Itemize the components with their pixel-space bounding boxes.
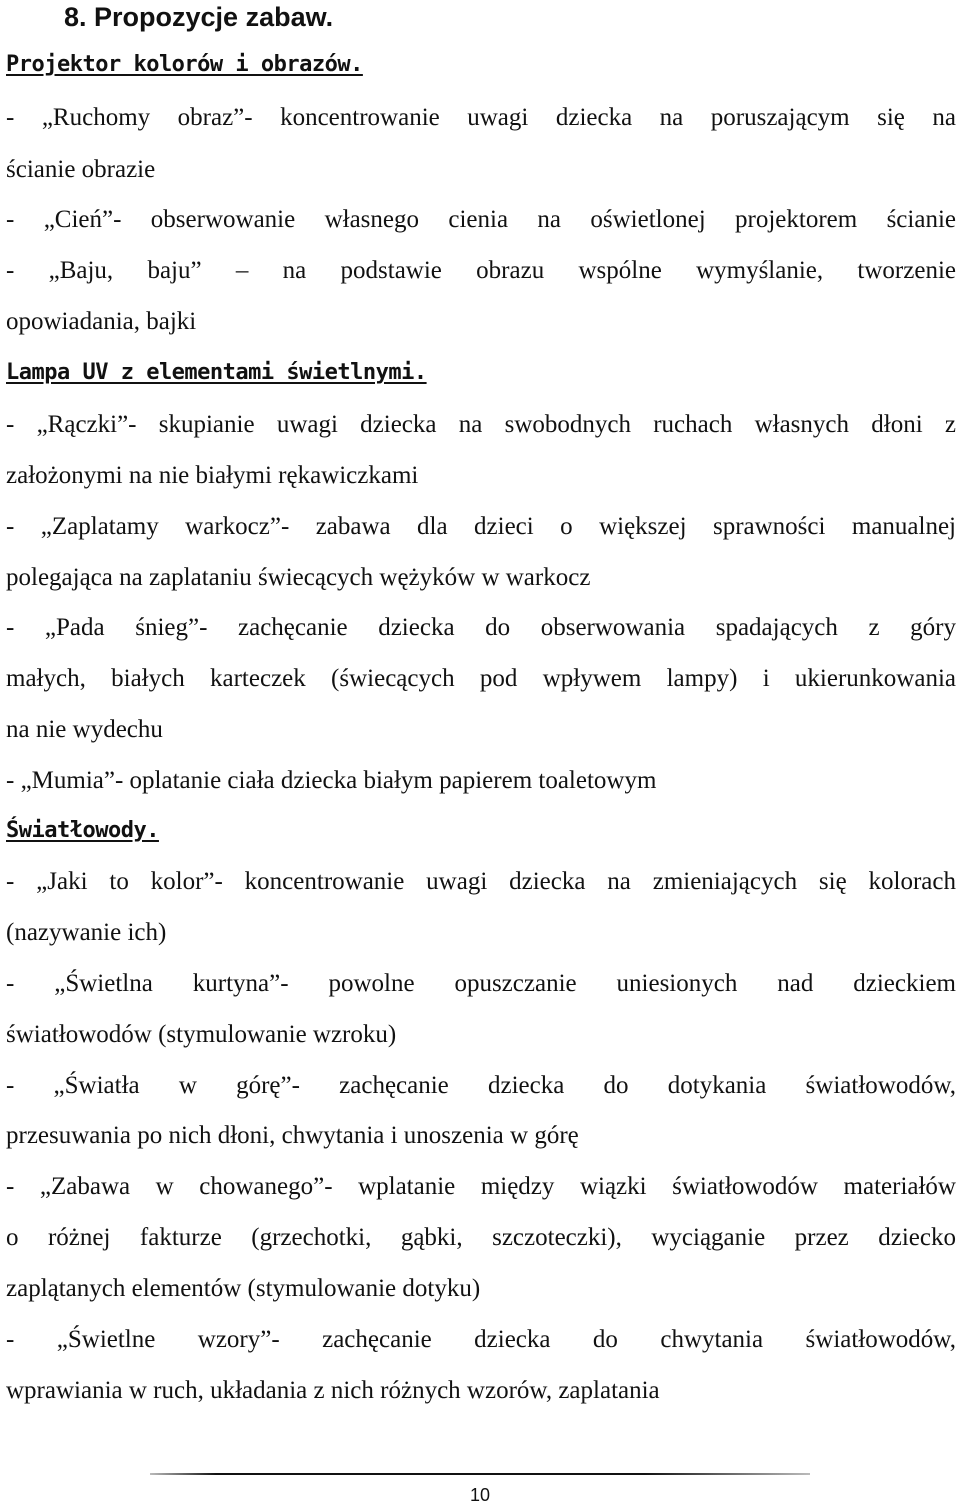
paragraph-line: - „Rączki”- skupianie uwagi dziecka na swobodnych ruchach własnych dłoni z [6,411,956,438]
heading-swiatlowody: Światłowody. [6,818,159,843]
paragraph-line: o różnej fakturze (grzechotki, gąbki, szczoteczki), wyciąganie przez dziecko [6,1224,956,1251]
paragraph-line: polegająca na zaplataniu świecących wężyków w warkocz [6,564,591,591]
page-number: 10 [469,1485,491,1505]
paragraph-line: - „Jaki to kolor”- koncentrowanie uwagi dziecka na zmieniających się kolorach [6,868,956,895]
paragraph-line: opowiadania, bajki [6,308,197,335]
paragraph-line: - „Światła w górę”- zachęcanie dziecka do dotykania światłowodów, [6,1072,956,1099]
paragraph-line: przesuwania po nich dłoni, chwytania i unoszenia w górę [6,1122,579,1149]
paragraph-line: na nie wydechu [6,716,163,743]
paragraph-line: założonymi na nie białymi rękawiczkami [6,462,419,489]
paragraph-line: światłowodów (stymulowanie wzroku) [6,1021,397,1048]
paragraph-line: (nazywanie ich) [6,919,167,946]
heading-projektor: Projektor kolorów i obrazów. [6,52,363,77]
paragraph-line: zaplątanych elementów (stymulowanie dotyku) [6,1275,481,1302]
section-title: 8. Propozycje zabaw. [64,2,334,32]
paragraph-line: - „Cień”- obserwowanie własnego cienia na oświetlonej projektorem ścianie [6,206,956,233]
paragraph-line: - „Mumia”- oplatanie ciała dziecka białym papierem toaletowym [6,767,657,794]
paragraph-line: - „Pada śnieg”- zachęcanie dziecka do obserwowania spadających z góry [6,614,956,641]
paragraph-line: - „Świetlne wzory”- zachęcanie dziecka do chwytania światłowodów, [6,1326,956,1353]
footer-rule [150,1473,810,1475]
paragraph-line: małych, białych karteczek (świecących pod wpływem lampy) i ukierunkowania [6,665,956,692]
paragraph-line: ścianie obrazie [6,156,156,183]
paragraph-line: - „Ruchomy obraz”- koncentrowanie uwagi dziecka na poruszającym się na [6,104,956,131]
paragraph-line: - „Baju, baju” – na podstawie obrazu wspólne wymyślanie, tworzenie [6,257,956,284]
paragraph-line: - „Zaplatamy warkocz”- zabawa dla dzieci o większej sprawności manualnej [6,513,956,540]
paragraph-line: wprawiania w ruch, układania z nich różnych wzorów, zaplatania [6,1377,660,1404]
heading-lampa-uv: Lampa UV z elementami świetlnymi. [6,360,427,385]
paragraph-line: - „Świetlna kurtyna”- powolne opuszczanie uniesionych nad dzieckiem [6,970,956,997]
paragraph-line: - „Zabawa w chowanego”- wplatanie między wiązki światłowodów materiałów [6,1173,956,1200]
